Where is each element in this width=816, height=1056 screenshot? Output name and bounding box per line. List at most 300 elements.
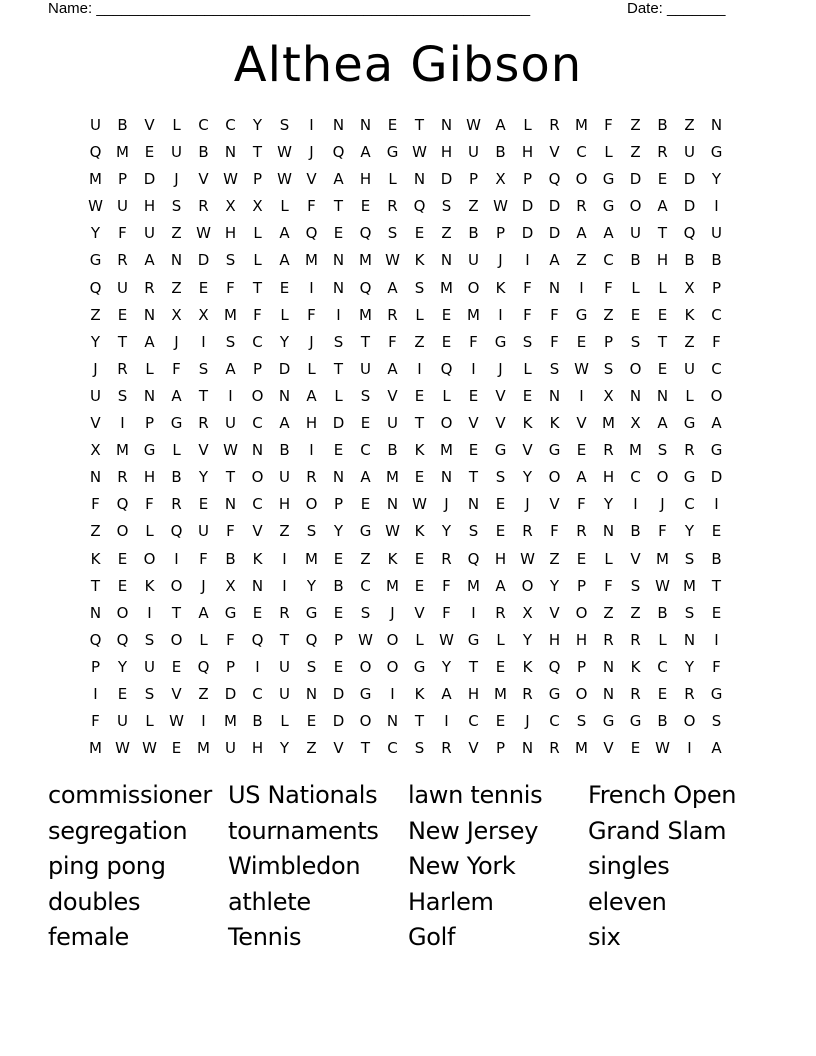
grid-letter: E (495, 712, 506, 731)
grid-letter: L (280, 712, 289, 731)
grid-letter: I (174, 549, 179, 568)
grid-letter: B (333, 576, 344, 595)
grid-letter: E (657, 305, 668, 324)
grid-letter: U (144, 657, 155, 676)
grid-letter: O (359, 657, 372, 676)
grid-letter: U (711, 224, 722, 243)
grid-letter: Z (468, 197, 479, 216)
grid-letter: A (657, 197, 668, 216)
grid-letter: Z (306, 739, 317, 758)
grid-letter: R (198, 197, 209, 216)
grid-letter: R (522, 684, 533, 703)
word-list-item: athlete (228, 887, 311, 916)
grid-letter: P (576, 576, 587, 595)
grid-letter: N (305, 684, 318, 703)
grid-letter: E (441, 332, 452, 351)
grid-letter: T (711, 576, 722, 595)
grid-letter: G (359, 522, 372, 541)
grid-letter: T (333, 197, 344, 216)
grid-letter: F (388, 332, 397, 351)
word-list (48, 778, 768, 956)
grid-letter: A (387, 278, 398, 297)
grid-letter: Z (279, 522, 290, 541)
grid-letter: O (440, 414, 453, 433)
grid-letter: I (714, 495, 719, 514)
grid-letter: Z (684, 116, 695, 134)
grid-letter: K (522, 657, 533, 676)
grid-letter: N (440, 468, 453, 487)
grid-letter: R (495, 603, 506, 622)
word-list-item: Harlem (408, 887, 494, 916)
grid-letter: K (90, 549, 101, 568)
grid-letter: O (143, 549, 156, 568)
grid-letter: K (414, 251, 425, 270)
grid-letter: R (387, 197, 398, 216)
grid-letter: Z (171, 278, 182, 297)
grid-letter: H (521, 143, 534, 162)
grid-letter: I (714, 197, 719, 216)
grid-letter: F (307, 197, 316, 216)
grid-letter: T (252, 278, 263, 297)
grid-letter: C (630, 468, 641, 487)
grid-letter: S (414, 739, 425, 758)
grid-letter: J (309, 332, 314, 351)
grid-letter: T (360, 739, 371, 758)
grid-letter: T (414, 116, 425, 134)
grid-letter: F (712, 657, 721, 676)
grid-letter: Y (279, 739, 290, 758)
grid-letter: F (442, 576, 451, 595)
grid-letter: R (306, 468, 317, 487)
grid-letter: C (468, 712, 479, 731)
grid-letter: O (251, 386, 264, 405)
grid-letter: C (252, 684, 263, 703)
grid-letter: E (495, 522, 506, 541)
grid-letter: O (386, 630, 399, 649)
grid-letter: A (306, 386, 317, 405)
grid-letter: A (495, 116, 506, 134)
grid-letter: E (657, 359, 668, 378)
grid-letter: S (360, 386, 371, 405)
grid-letter: H (656, 251, 669, 270)
grid-letter: I (525, 251, 530, 270)
grid-letter: P (252, 359, 263, 378)
grid-letter: U (279, 657, 290, 676)
grid-letter: R (441, 739, 452, 758)
grid-letter: F (523, 305, 532, 324)
name-field-label[interactable]: Name: ____________________________________________________ (48, 0, 531, 17)
grid-letter: Q (116, 495, 129, 514)
grid-letter: T (360, 332, 371, 351)
grid-letter: B (711, 251, 722, 270)
grid-letter: K (630, 657, 641, 676)
grid-letter: R (630, 684, 641, 703)
grid-letter: B (657, 116, 668, 134)
grid-letter: U (117, 197, 128, 216)
grid-letter: I (417, 359, 422, 378)
grid-letter: I (714, 630, 719, 649)
grid-letter: F (658, 522, 667, 541)
grid-letter: R (549, 739, 560, 758)
grid-letter: K (252, 549, 263, 568)
word-list-item: commissioner (48, 781, 212, 809)
grid-letter: T (414, 712, 425, 731)
grid-letter: V (630, 549, 641, 568)
grid-letter: V (171, 684, 182, 703)
grid-letter: L (172, 441, 181, 460)
grid-letter: L (604, 143, 613, 162)
grid-letter: N (359, 116, 372, 134)
grid-letter: M (224, 305, 237, 324)
grid-letter: X (198, 305, 209, 324)
grid-letter: O (305, 495, 318, 514)
grid-letter: S (225, 332, 236, 351)
grid-letter: X (495, 170, 506, 189)
grid-letter: H (224, 224, 237, 243)
grid-letter: Z (441, 224, 452, 243)
grid-letter: Z (549, 549, 560, 568)
grid-letter: M (602, 414, 615, 433)
grid-letter: B (198, 143, 209, 162)
grid-letter: T (468, 468, 479, 487)
grid-letter: E (657, 684, 668, 703)
grid-letter: G (359, 684, 372, 703)
grid-letter: E (414, 549, 425, 568)
grid-letter: L (280, 197, 289, 216)
grid-letter: N (170, 251, 183, 270)
grid-letter: V (603, 739, 614, 758)
grid-letter: C (198, 116, 209, 134)
grid-letter: J (660, 495, 665, 514)
grid-letter: S (495, 468, 506, 487)
grid-letter: I (390, 684, 395, 703)
grid-letter: Z (603, 305, 614, 324)
grid-letter: H (359, 170, 372, 189)
grid-letter: U (198, 522, 209, 541)
grid-letter: Q (467, 549, 480, 568)
word-list-item: US Nationals (228, 781, 378, 809)
grid-letter: V (576, 414, 587, 433)
grid-letter: G (710, 441, 723, 460)
grid-letter: E (171, 657, 182, 676)
grid-letter: A (549, 251, 560, 270)
grid-letter: Y (522, 468, 533, 487)
grid-letter: B (657, 712, 668, 731)
grid-letter: B (387, 441, 398, 460)
grid-letter: Q (413, 197, 426, 216)
grid-letter: C (360, 576, 371, 595)
grid-letter: U (279, 684, 290, 703)
grid-letter: O (575, 603, 588, 622)
grid-letter: T (198, 386, 209, 405)
grid-letter: Q (332, 143, 345, 162)
page-title: Althea Gibson (233, 37, 583, 93)
grid-letter: U (117, 712, 128, 731)
grid-letter: R (684, 441, 695, 460)
grid-letter: E (360, 495, 371, 514)
grid-letter: R (198, 414, 209, 433)
grid-letter: V (198, 441, 209, 460)
grid-letter: M (197, 739, 210, 758)
grid-letter: J (174, 170, 179, 189)
grid-letter: D (197, 251, 210, 270)
grid-letter: J (525, 495, 530, 514)
grid-letter: R (603, 630, 614, 649)
grid-letter: V (549, 143, 560, 162)
grid-letter: N (656, 386, 669, 405)
grid-letter: S (171, 197, 182, 216)
grid-letter: P (495, 224, 506, 243)
grid-letter: L (523, 116, 532, 134)
grid-letter: C (387, 739, 398, 758)
grid-letter: Q (305, 630, 318, 649)
grid-letter: I (309, 441, 314, 460)
grid-letter: O (170, 630, 183, 649)
grid-letter: U (468, 143, 479, 162)
grid-letter: P (90, 657, 101, 676)
grid-letter: A (279, 414, 290, 433)
grid-letter: Q (305, 224, 318, 243)
grid-letter: E (252, 603, 263, 622)
grid-letter: W (520, 549, 535, 568)
grid-letter: T (657, 224, 668, 243)
grid-letter: F (307, 305, 316, 324)
grid-letter: F (145, 495, 154, 514)
grid-letter: L (334, 386, 343, 405)
grid-letter: W (277, 143, 292, 162)
grid-letter: P (117, 170, 128, 189)
grid-letter: L (658, 630, 667, 649)
grid-letter: R (549, 116, 560, 134)
grid-letter: G (602, 197, 615, 216)
grid-letter: O (170, 576, 183, 595)
grid-letter: Q (89, 143, 102, 162)
grid-letter: A (360, 468, 371, 487)
grid-letter: F (712, 332, 721, 351)
grid-letter: L (442, 386, 451, 405)
grid-letter: I (309, 116, 314, 134)
grid-letter: I (282, 549, 287, 568)
grid-letter: L (253, 224, 262, 243)
grid-letter: S (711, 712, 722, 731)
grid-letter: E (144, 143, 155, 162)
grid-letter: F (523, 278, 532, 297)
grid-letter: T (225, 468, 236, 487)
grid-letter: E (333, 441, 344, 460)
grid-letter: D (521, 197, 534, 216)
grid-letter: Z (684, 332, 695, 351)
grid-letter: E (495, 495, 506, 514)
grid-letter: W (142, 739, 157, 758)
grid-letter: L (280, 305, 289, 324)
grid-letter: I (228, 386, 233, 405)
grid-letter: R (117, 251, 128, 270)
grid-letter: S (603, 359, 614, 378)
grid-letter: I (579, 278, 584, 297)
grid-letter: A (360, 143, 371, 162)
grid-letter: G (548, 441, 561, 460)
grid-letter: G (494, 441, 507, 460)
grid-letter: O (575, 684, 588, 703)
grid-letter: N (251, 441, 264, 460)
grid-letter: Q (440, 359, 453, 378)
grid-letter: I (147, 603, 152, 622)
grid-letter: F (604, 116, 613, 134)
grid-letter: W (574, 359, 589, 378)
grid-letter: F (469, 332, 478, 351)
grid-letter: N (332, 468, 345, 487)
grid-letter: C (684, 495, 695, 514)
grid-letter: Q (170, 522, 183, 541)
grid-letter: L (658, 278, 667, 297)
word-list-item: female (48, 923, 129, 951)
grid-letter: W (196, 224, 211, 243)
grid-letter: A (144, 332, 155, 351)
grid-letter: D (683, 197, 696, 216)
grid-letter: I (336, 305, 341, 324)
grid-letter: E (414, 576, 425, 595)
grid-letter: W (466, 116, 481, 134)
grid-letter: Q (359, 278, 372, 297)
grid-letter: W (277, 170, 292, 189)
grid-letter: C (252, 414, 263, 433)
grid-letter: F (604, 278, 613, 297)
grid-letter: M (656, 549, 669, 568)
grid-letter: P (333, 630, 344, 649)
grid-letter: F (118, 224, 127, 243)
grid-letter: M (89, 170, 102, 189)
grid-letter: W (655, 739, 670, 758)
grid-letter: F (550, 522, 559, 541)
grid-letter: B (468, 224, 479, 243)
grid-letter: X (225, 197, 236, 216)
grid-letter: R (630, 630, 641, 649)
grid-letter: I (201, 712, 206, 731)
grid-letter: Z (630, 143, 641, 162)
grid-letter: Q (116, 630, 129, 649)
grid-letter: V (549, 495, 560, 514)
grid-letter: O (521, 576, 534, 595)
grid-letter: F (91, 712, 100, 731)
grid-letter: R (441, 549, 452, 568)
grid-letter: K (495, 278, 506, 297)
grid-letter: I (255, 657, 260, 676)
grid-letter: Q (548, 170, 561, 189)
grid-letter: M (575, 739, 588, 758)
date-field-label[interactable]: Date: _______ (627, 0, 726, 17)
grid-letter: C (711, 305, 722, 324)
grid-letter: M (116, 441, 129, 460)
grid-letter: B (684, 251, 695, 270)
grid-letter: F (253, 305, 262, 324)
grid-letter: L (415, 305, 424, 324)
grid-letter: Z (630, 603, 641, 622)
grid-letter: Y (684, 657, 695, 676)
grid-letter: M (440, 441, 453, 460)
grid-letter: Z (360, 549, 371, 568)
grid-letter: L (496, 630, 505, 649)
grid-letter: S (549, 359, 560, 378)
grid-letter: S (684, 549, 695, 568)
grid-letter: H (548, 630, 561, 649)
grid-letter: P (252, 170, 263, 189)
grid-letter: G (710, 684, 723, 703)
grid-letter: W (412, 143, 427, 162)
grid-letter: B (117, 116, 128, 134)
grid-letter: W (385, 522, 400, 541)
grid-letter: G (602, 712, 615, 731)
grid-letter: D (278, 359, 291, 378)
grid-letter: D (548, 224, 561, 243)
grid-letter: M (440, 278, 453, 297)
grid-letter: N (89, 603, 102, 622)
grid-letter: V (468, 414, 479, 433)
grid-letter: V (333, 739, 344, 758)
grid-letter: R (279, 603, 290, 622)
grid-letter: H (602, 468, 615, 487)
grid-letter: E (360, 414, 371, 433)
grid-letter: C (225, 116, 236, 134)
grid-letter: S (117, 386, 128, 405)
grid-letter: E (630, 305, 641, 324)
word-list-item: Grand Slam (588, 816, 727, 845)
grid-letter: U (468, 251, 479, 270)
word-list-item: eleven (588, 887, 667, 916)
grid-letter: M (467, 576, 480, 595)
grid-letter: R (117, 359, 128, 378)
grid-letter: I (498, 305, 503, 324)
grid-letter: S (576, 712, 587, 731)
grid-letter: V (306, 170, 317, 189)
grid-letter: O (683, 712, 696, 731)
grid-letter: U (171, 143, 182, 162)
grid-letter: J (498, 359, 503, 378)
word-list-item: Golf (408, 923, 456, 951)
grid-letter: S (360, 603, 371, 622)
word-list-item: lawn tennis (408, 781, 543, 809)
grid-letter: I (309, 278, 314, 297)
grid-letter: I (93, 684, 98, 703)
grid-letter: O (629, 197, 642, 216)
grid-letter: S (630, 332, 641, 351)
grid-letter: U (360, 359, 371, 378)
grid-letter: R (387, 305, 398, 324)
grid-letter: Q (89, 630, 102, 649)
grid-letter: R (657, 143, 668, 162)
grid-letter: W (169, 712, 184, 731)
word-list-item: New Jersey (408, 816, 539, 845)
word-list-item: ping pong (48, 852, 166, 880)
grid-letter: B (225, 549, 236, 568)
grid-letter: A (441, 684, 452, 703)
grid-letter: S (144, 630, 155, 649)
grid-letter: N (602, 522, 615, 541)
grid-letter: K (414, 522, 425, 541)
grid-letter: E (414, 386, 425, 405)
grid-letter: S (657, 441, 668, 460)
grid-letter: Y (279, 332, 290, 351)
grid-letter: D (521, 224, 534, 243)
grid-letter: O (656, 468, 669, 487)
grid-letter: G (170, 414, 183, 433)
grid-letter: A (657, 414, 668, 433)
grid-letter: F (577, 495, 586, 514)
grid-letter: L (145, 359, 154, 378)
grid-letter: Y (333, 522, 344, 541)
grid-letter: M (386, 576, 399, 595)
grid-letter: F (226, 630, 235, 649)
grid-letter: W (439, 630, 454, 649)
